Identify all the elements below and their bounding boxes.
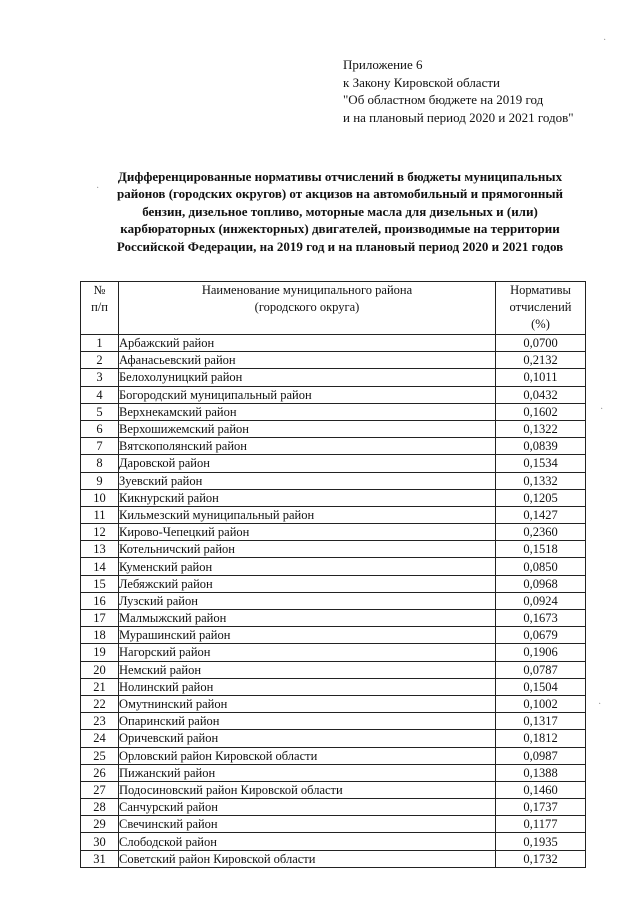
scan-speck: ·: [600, 404, 604, 415]
table-row: [81, 558, 586, 575]
row-number: 27: [81, 781, 119, 798]
header-name-line: (городского округа): [254, 300, 360, 314]
norm-value: 0,2360: [496, 524, 586, 541]
row-number: 29: [81, 816, 119, 833]
row-number: 28: [81, 799, 119, 816]
table-row: [81, 575, 586, 592]
norm-value: 0,1518: [496, 541, 586, 558]
row-number: 9: [81, 472, 119, 489]
row-number: 26: [81, 764, 119, 781]
district-name: Свечинский район: [119, 816, 496, 833]
header-name-line: Наименование муниципального района: [201, 283, 413, 297]
table-row: [81, 764, 586, 781]
header-value-line: (%): [531, 317, 550, 331]
title-line: районов (городских округов) от акцизов на автомобильный и прямогонный: [117, 186, 563, 202]
appendix-header: [343, 56, 574, 126]
district-name: Омутнинский район: [119, 695, 496, 712]
norm-value: 0,1812: [496, 730, 586, 747]
norm-value: 0,1388: [496, 764, 586, 781]
table-row: [81, 541, 586, 558]
district-name: Богородский муниципальный район: [119, 386, 496, 403]
norm-value: 0,0432: [496, 386, 586, 403]
norm-value: 0,0850: [496, 558, 586, 575]
row-number: 16: [81, 592, 119, 609]
district-name: Арбажский район: [119, 335, 496, 352]
table-header: [81, 282, 586, 335]
norm-value: 0,1205: [496, 489, 586, 506]
district-name: Кикнурский район: [119, 489, 496, 506]
norm-value: 0,0700: [496, 335, 586, 352]
norm-value: 0,1002: [496, 695, 586, 712]
norm-value: 0,1732: [496, 850, 586, 867]
district-name: Опаринский район: [119, 713, 496, 730]
table-row: [81, 816, 586, 833]
district-name: Котельничский район: [119, 541, 496, 558]
norm-value: 0,1011: [496, 369, 586, 386]
title-line: карбюраторных (инжекторных) двигателей, производимые на территории: [120, 221, 560, 237]
norm-value: 0,0924: [496, 592, 586, 609]
row-number: 18: [81, 627, 119, 644]
table-row: [81, 335, 586, 352]
table-row: [81, 489, 586, 506]
table-row: [81, 403, 586, 420]
row-number: 21: [81, 678, 119, 695]
table-row: [81, 833, 586, 850]
table-row: [81, 799, 586, 816]
norm-value: 0,0839: [496, 438, 586, 455]
district-name: Даровской район: [119, 455, 496, 472]
row-number: 10: [81, 489, 119, 506]
table-row: [81, 369, 586, 386]
row-number: 4: [81, 386, 119, 403]
header-num-line: №: [93, 283, 106, 297]
row-number: 30: [81, 833, 119, 850]
table-header-row: [81, 282, 586, 335]
row-number: 5: [81, 403, 119, 420]
table-row: [81, 747, 586, 764]
table-body: [81, 335, 586, 868]
table-row: [81, 420, 586, 437]
table-row: [81, 352, 586, 369]
table-row: [81, 592, 586, 609]
table-row: [81, 781, 586, 798]
row-number: 14: [81, 558, 119, 575]
table-row: [81, 455, 586, 472]
row-number: 25: [81, 747, 119, 764]
norm-value: 0,0679: [496, 627, 586, 644]
district-name: Куменский район: [119, 558, 496, 575]
table-row: [81, 472, 586, 489]
table-row: [81, 506, 586, 523]
row-number: 7: [81, 438, 119, 455]
norm-value: 0,1177: [496, 816, 586, 833]
title-line: Дифференцированные нормативы отчислений в бюджеты муниципальных: [117, 169, 563, 184]
table-row: [81, 438, 586, 455]
row-number: 17: [81, 610, 119, 627]
row-number: 20: [81, 661, 119, 678]
row-number: 22: [81, 695, 119, 712]
district-name: Верхошижемский район: [119, 420, 496, 437]
row-number: 13: [81, 541, 119, 558]
district-name: Нагорский район: [119, 644, 496, 661]
table-row: [81, 627, 586, 644]
district-name: Немский район: [119, 661, 496, 678]
scan-speck: ·: [96, 183, 100, 194]
district-name: Верхнекамский район: [119, 403, 496, 420]
district-name: Мурашинский район: [119, 627, 496, 644]
district-name: Советский район Кировской области: [119, 850, 496, 867]
title-line: Российской Федерации, на 2019 год и на плановый период 2020 и 2021 годов: [116, 238, 564, 254]
row-number: 15: [81, 575, 119, 592]
district-name: Афанасьевский район: [119, 352, 496, 369]
district-name: Слободской район: [119, 833, 496, 850]
header-name: [119, 282, 496, 335]
table-row: [81, 644, 586, 661]
row-number: 24: [81, 730, 119, 747]
table-row: [81, 678, 586, 695]
header-value: [496, 282, 586, 335]
document-title: [100, 168, 580, 255]
district-name: Лебяжский район: [119, 575, 496, 592]
district-name: Оричевский район: [119, 730, 496, 747]
district-name: Пижанский район: [119, 764, 496, 781]
norm-value: 0,2132: [496, 352, 586, 369]
header-num-line: п/п: [91, 300, 108, 314]
table-row: [81, 524, 586, 541]
district-name: Лузский район: [119, 592, 496, 609]
scan-speck: ·: [603, 35, 607, 46]
district-name: Зуевский район: [119, 472, 496, 489]
norm-value: 0,1737: [496, 799, 586, 816]
table-row: [81, 386, 586, 403]
row-number: 19: [81, 644, 119, 661]
norm-value: 0,1906: [496, 644, 586, 661]
appendix-line: "Об областном бюджете на 2019 год: [343, 92, 544, 107]
norm-value: 0,1322: [496, 420, 586, 437]
title-line: бензин, дизельное топливо, моторные масла для дизельных и (или): [142, 203, 538, 219]
table-row: [81, 610, 586, 627]
norm-value: 0,1935: [496, 833, 586, 850]
district-name: Белохолуницкий район: [119, 369, 496, 386]
norm-value: 0,0787: [496, 661, 586, 678]
table-row: [81, 730, 586, 747]
row-number: 3: [81, 369, 119, 386]
norm-value: 0,1332: [496, 472, 586, 489]
norm-value: 0,0987: [496, 747, 586, 764]
norm-value: 0,1673: [496, 610, 586, 627]
district-name: Кильмезский муниципальный район: [119, 506, 496, 523]
norms-table: [80, 281, 586, 868]
district-name: Малмыжский район: [119, 610, 496, 627]
row-number: 31: [81, 850, 119, 867]
row-number: 6: [81, 420, 119, 437]
scan-speck: ·: [598, 699, 602, 710]
header-value-line: отчислений: [509, 300, 572, 314]
district-name: Кирово-Чепецкий район: [119, 524, 496, 541]
row-number: 12: [81, 524, 119, 541]
header-num: [81, 282, 119, 335]
appendix-line: и на плановый период 2020 и 2021 годов": [343, 109, 574, 125]
appendix-line: Приложение 6: [343, 57, 423, 72]
norm-value: 0,1534: [496, 455, 586, 472]
district-name: Орловский район Кировской области: [119, 747, 496, 764]
table-row: [81, 695, 586, 712]
norm-value: 0,0968: [496, 575, 586, 592]
norm-value: 0,1602: [496, 403, 586, 420]
table-row: [81, 850, 586, 867]
row-number: 23: [81, 713, 119, 730]
header-value-line: Нормативы: [510, 283, 571, 297]
district-name: Санчурский район: [119, 799, 496, 816]
district-name: Вятскополянский район: [119, 438, 496, 455]
norm-value: 0,1317: [496, 713, 586, 730]
row-number: 2: [81, 352, 119, 369]
table-row: [81, 713, 586, 730]
district-name: Подосиновский район Кировской области: [119, 781, 496, 798]
norm-value: 0,1427: [496, 506, 586, 523]
norm-value: 0,1460: [496, 781, 586, 798]
row-number: 11: [81, 506, 119, 523]
table-row: [81, 661, 586, 678]
norm-value: 0,1504: [496, 678, 586, 695]
row-number: 1: [81, 335, 119, 352]
row-number: 8: [81, 455, 119, 472]
appendix-line: к Закону Кировской области: [343, 74, 500, 90]
district-name: Нолинский район: [119, 678, 496, 695]
